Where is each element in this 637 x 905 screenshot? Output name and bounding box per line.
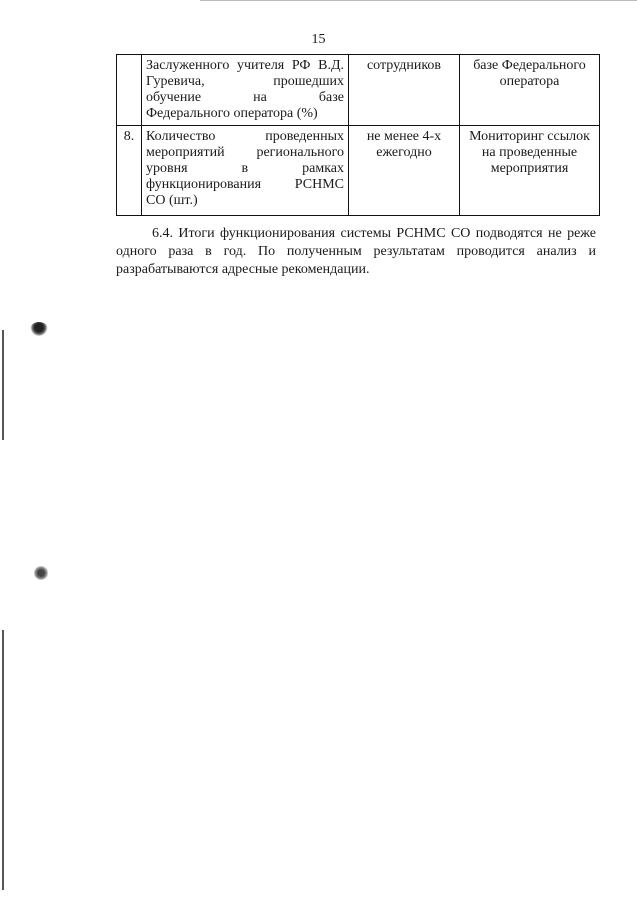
description-line: обучение на базе <box>146 90 344 105</box>
scan-edge-mark <box>2 330 4 440</box>
description-line: функционирования РСНМС <box>146 177 344 192</box>
indicator-description <box>142 55 349 126</box>
description-line: Количество проведенных <box>146 129 344 144</box>
page-number: 15 <box>311 32 326 47</box>
indicator-source: Мониторинг ссылок на проведенные мероприятия <box>460 126 600 216</box>
indicator-value: сотрудников <box>349 55 460 126</box>
top-edge-line <box>200 0 637 1</box>
row-number <box>117 55 142 126</box>
indicator-value: не менее 4-х ежегодно <box>349 126 460 216</box>
description-line: мероприятий регионального <box>146 145 344 160</box>
description-line: Гуревича, прошедших <box>146 74 344 89</box>
description-line: Федерального оператора (%) <box>146 106 318 121</box>
table-row <box>117 126 600 216</box>
row-number: 8. <box>117 126 142 216</box>
indicator-description <box>142 126 349 216</box>
stamp-mark-icon <box>30 322 48 336</box>
body-paragraph: 6.4. Итоги функционирования системы РСНМС СО подводятся не реже одного раза в год. По полученным результатам проводится анализ и разрабатываются адресные рекомендации. <box>116 226 596 277</box>
description-line: уровня в рамках <box>146 161 344 176</box>
indicators-table <box>116 54 600 216</box>
indicator-source: базе Федерального оператора <box>460 55 600 126</box>
description-line: Заслуженного учителя РФ В.Д. <box>146 58 344 73</box>
description-line: СО (шт.) <box>146 193 198 208</box>
table-row <box>117 55 600 126</box>
stamp-mark-icon <box>33 566 49 580</box>
scan-edge-mark <box>2 630 4 890</box>
